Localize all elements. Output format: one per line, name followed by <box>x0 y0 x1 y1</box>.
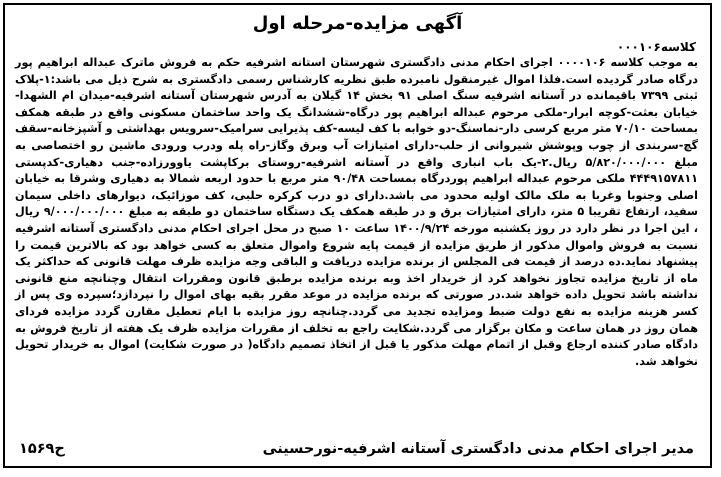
notice-title: آگهی مزایده-مرحله اول <box>252 13 463 34</box>
signature-line: مدیر اجرای احکام مدنی دادگستری آستانه اشرفیه-نورحسینی <box>262 441 694 457</box>
reference-code: ح۱۵۶۹ <box>19 441 65 457</box>
case-number: کلاسه۰۰۰۱۰۶ <box>616 40 696 54</box>
notice-body: به موجب کلاسه ۰۰۰۰۱۰۶ اجرای احکام مدنی دادگستری شهرستان استانه اشرفیه حکم به فروش ماترک عبداله ابراهیم پور درگاه صادر گردیده است.فلذا اموال غیرمنقول نامبرده طبق نظریه کارشناس رسمی دادگستری به شرح ذیل می باشد:۱-پلاک ثبتی ۷۳۹۹ باقیمانده در آستانه اشرفیه سنگ اصلی ۹۱ بخش ۱۴ گیلان به آدرس شهرستان آستانه اشرفیه-میدان ام الشهدا-خیابان بعثت-کوچه ابرار-ملکی مرحوم عبداله ابراهیم پور درگاه-ششدانگ یک واحد ساختمان مسکونی واقع در طبقه همکف بمساحت ۷۰/۱۰ متر مربع کرسی دار-نماسنگ-دو خوابه با کف لیسه-کف پذیرایی سرامیک-سرویس بهداشتی و آشپزخانه-سقف گچ-سربندی از چوب وپوشش شیروانی از حلب-دارای امتیازات آب وبرق وگاز-راه پله ودرب ورودی ماشین رو اختصاصی به مبلغ ۵/۸۲۰/۰۰۰/۰۰۰ ریال.۲-یک باب انباری واقع در آستانه اشرفیه-روستای برکاپشت یاوورزاده-جنب دهیاری-کدپستی ۴۴۴۹۱۵۷۸۱۱ ملکی مرحوم عبداله ابراهیم پوردرگاه بمساحت ۹۰/۴۸ متر مربع با حدود اربعه شمالا به دهیاری وشرقا به خیابان اصلی وجنوبا وغربا به ملک مالک اولیه محدود می باشد.دارای دو درب کرکره حلبی، کف موزائیک، دیوارهای داخلی سیمان سفید، ارتفاع تقریبا ۵ متر، دارای امتیازات برق و در طبقه همکف یک دستگاه ساختمان دو طبقه به مبلغ ۹/۰۰۰/۰۰۰/۰۰۰ ریال ، این اجرا در نظر دارد در روز یکشنبه مورخه ۱۴۰۰/۹/۲۴ ساعت ۱۰ صبح در محل اجرای احکام مدنی دادگستری آستانه اشرفیه نسبت به فروش واموال مذکور از طریق مزایده از قیمت پایه شروع واموال متعلق به کسی خواهد بود که بالاترین قیمت را پیشنهاد نماید.ده درصد از قیمت فی المجلس از برنده مزایده دریافت و الباقی وجه مزایده ظرف مهلت قانونی که حداکثر یک ماه از تاریخ مزایده تجاوز نخواهد کرد از خریدار اخذ وبه برنده مزایده برطبق قانون ومقررات انتقال وچنانچه منع قانونی نداشته باشد تحویل داده خواهد شد.در صورتی که برنده مزایده در موعد مقرر بقیه بهای اموال را نپردازد؛سپرده وی پس از کسر هزینه مزایده به نفع دولت ضبط ومزایده تجدید می گردد.چنانچه روز مزایده با ایام تعطیل مقارن گردد مزایده فردای همان روز در همان ساعت و مکان برگزار می گردد.شکایت راجع به تخلف از مقررات مزایده ظرف یک هفته از تاریخ فروش به دادگاه صادر کننده ارجاع وقبل از اتمام مهلت مذکور یا قبل از اتخاذ تصمیم دادگاه( در صورت شکایت) اموال به خریدار تحویل نخواهد شد. <box>15 56 698 368</box>
notice-footer <box>5 438 710 460</box>
auction-notice-box <box>3 3 712 468</box>
